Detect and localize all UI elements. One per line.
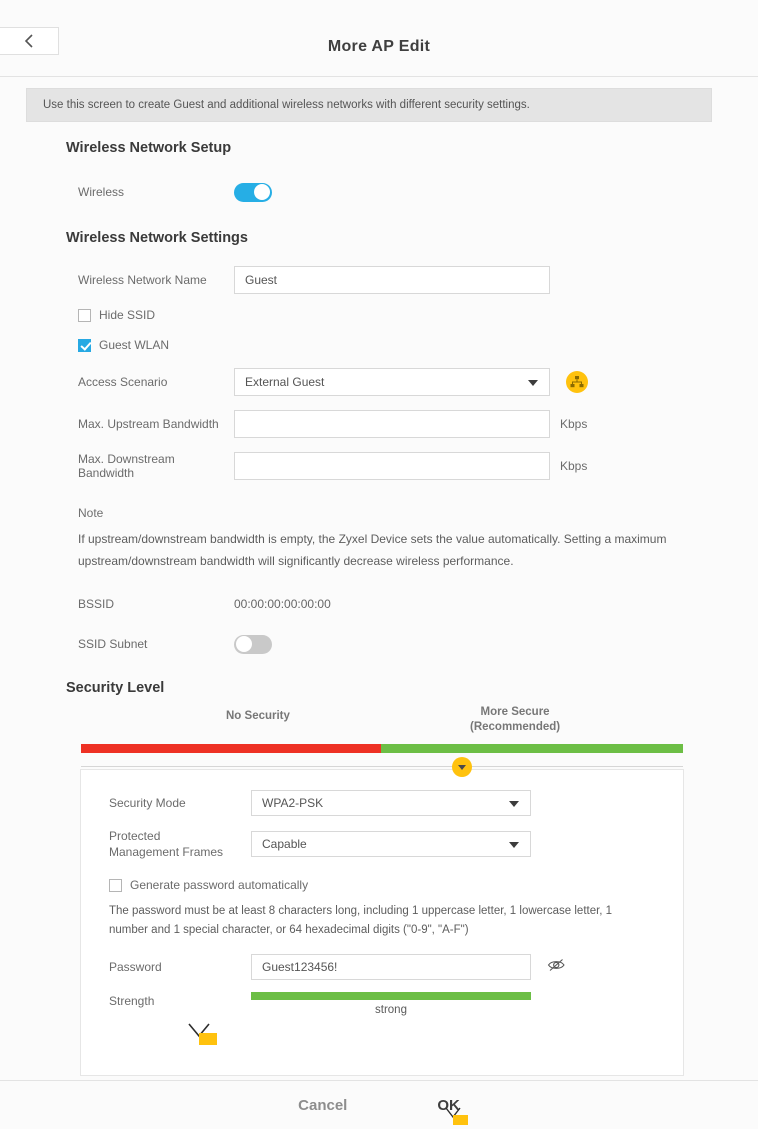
- max-downstream-input[interactable]: [234, 452, 550, 480]
- ssid-subnet-toggle-knob: [236, 636, 252, 652]
- network-name-label: Wireless Network Name: [78, 273, 207, 287]
- max-downstream-unit: Kbps: [560, 459, 588, 473]
- network-name-row: [66, 266, 758, 294]
- pmf-label-line1: Protected: [109, 829, 161, 843]
- wireless-toggle[interactable]: [234, 183, 272, 202]
- guest-wlan-label: Guest WLAN: [99, 338, 170, 352]
- note-text: If upstream/downstream bandwidth is empty, the Zyxel Device sets the value automatically. Setting a maximum upstream/downstream bandwidth will significantly decrease wireless performance.: [78, 532, 667, 568]
- hide-ssid-row: [78, 308, 758, 322]
- security-meter-handle[interactable]: [452, 757, 472, 777]
- pmf-select[interactable]: [251, 831, 531, 857]
- access-scenario-select[interactable]: [234, 368, 550, 396]
- page-header: [0, 0, 758, 77]
- network-topology-icon[interactable]: [566, 371, 588, 393]
- mouse-cursor-icon: [187, 1022, 683, 1053]
- form-content: [0, 140, 758, 1076]
- no-security-label: No Security: [226, 710, 290, 722]
- bssid-label: BSSID: [78, 597, 115, 611]
- security-mode-value[interactable]: WPA2-PSK: [251, 790, 531, 816]
- pmf-label: [109, 828, 251, 860]
- page-title: More AP Edit: [327, 38, 431, 55]
- info-banner-text: Use this screen to create Guest and additional wireless networks with different security settings.: [43, 99, 530, 111]
- hide-ssid-checkbox[interactable]: [78, 309, 91, 322]
- wireless-label: Wireless: [78, 185, 125, 199]
- bssid-row: [66, 590, 758, 618]
- chevron-down-icon: [509, 842, 519, 848]
- security-settings-card: [80, 769, 684, 1076]
- generate-password-row: [109, 878, 683, 892]
- password-strength-text: strong: [375, 1004, 407, 1016]
- security-meter-labels: [66, 706, 686, 744]
- password-strength-bar: [251, 992, 531, 1000]
- wireless-settings-heading: Wireless Network Settings: [66, 230, 248, 246]
- strength-label: Strength: [109, 994, 155, 1008]
- security-level-slider[interactable]: [81, 744, 683, 753]
- security-meter-low: [81, 744, 381, 753]
- wireless-toggle-row: [66, 178, 758, 206]
- max-upstream-unit: Kbps: [560, 417, 588, 431]
- max-upstream-row: [66, 410, 758, 438]
- ssid-subnet-label: SSID Subnet: [78, 637, 148, 651]
- ok-button[interactable]: [437, 1097, 460, 1114]
- more-secure-label: [470, 706, 560, 733]
- pmf-value[interactable]: Capable: [251, 831, 531, 857]
- security-level-heading: Security Level: [66, 680, 165, 696]
- more-secure-label-line1: More Secure: [480, 706, 550, 718]
- mouse-cursor-icon: [445, 1107, 471, 1131]
- guest-wlan-checkbox[interactable]: [78, 339, 91, 352]
- cancel-button[interactable]: Cancel: [298, 1096, 348, 1114]
- strength-row: [109, 992, 683, 1016]
- footer-actions: [0, 1080, 758, 1129]
- security-meter-track: [81, 766, 683, 767]
- max-upstream-input[interactable]: [234, 410, 550, 438]
- ssid-subnet-toggle[interactable]: [234, 635, 272, 654]
- generate-password-checkbox[interactable]: [109, 879, 122, 892]
- max-upstream-label: Max. Upstream Bandwidth: [78, 417, 219, 431]
- security-mode-label: Security Mode: [109, 796, 186, 810]
- hide-ssid-label: Hide SSID: [99, 308, 156, 322]
- pmf-row: [109, 828, 683, 860]
- guest-wlan-row: [78, 338, 758, 352]
- password-input[interactable]: [251, 954, 531, 980]
- chevron-down-icon: [509, 801, 519, 807]
- access-scenario-row: [66, 368, 758, 396]
- pmf-label-line2: Management Frames: [109, 845, 224, 859]
- wireless-toggle-knob: [254, 184, 270, 200]
- more-secure-label-line2: (Recommended): [470, 721, 561, 733]
- generate-password-label: Generate password automatically: [130, 878, 309, 892]
- ok-button-label: OK: [437, 1096, 460, 1114]
- max-downstream-row: [66, 452, 758, 480]
- security-mode-row: [109, 790, 683, 816]
- wireless-setup-heading: Wireless Network Setup: [66, 140, 232, 156]
- network-name-input[interactable]: [234, 266, 550, 294]
- bssid-value: 00:00:00:00:00:00: [234, 597, 331, 611]
- password-label: Password: [109, 960, 162, 974]
- password-requirements-text: The password must be at least 8 characters long, including 1 uppercase letter, 1 lowercase letter, 1 number and 1 special character, or 64 hexadecimal digits ("0-9", "A-F"): [109, 905, 613, 936]
- info-banner: [26, 88, 712, 122]
- chevron-down-icon: [528, 380, 538, 386]
- eye-off-icon[interactable]: [547, 958, 566, 977]
- password-row: [109, 954, 683, 980]
- access-scenario-label: Access Scenario: [78, 375, 168, 389]
- ssid-subnet-row: [66, 630, 758, 658]
- access-scenario-value[interactable]: External Guest: [234, 368, 550, 396]
- note-title: Note: [78, 506, 104, 520]
- security-meter-high: [381, 744, 683, 753]
- security-mode-select[interactable]: [251, 790, 531, 816]
- max-downstream-label: Max. Downstream Bandwidth: [78, 452, 175, 480]
